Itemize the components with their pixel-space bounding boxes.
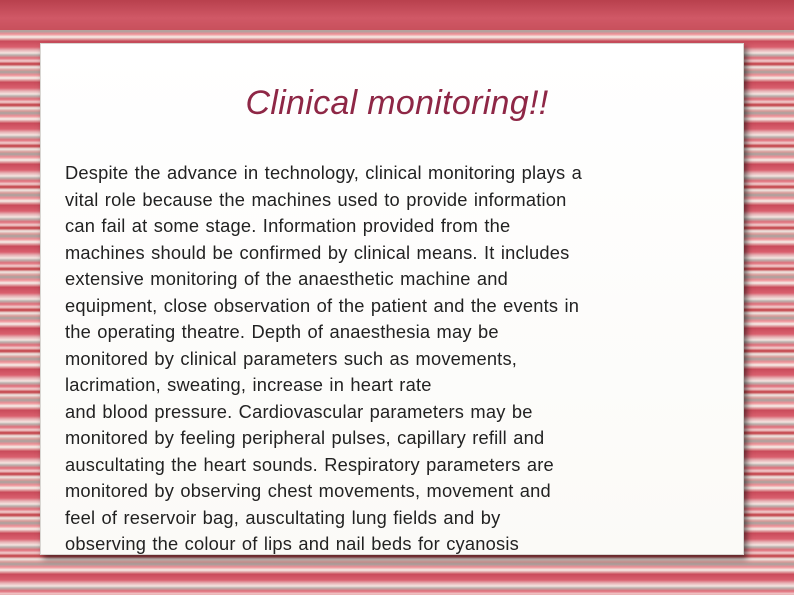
body-line: vital role because the machines used to provide information: [65, 188, 567, 210]
body-line: can fail at some stage. Information provided from the: [65, 215, 511, 236]
body-line: and blood pressure. Cardiovascular parameters may be: [65, 400, 533, 422]
body-line: feel of reservoir bag, auscultating lung fields and by: [65, 506, 501, 528]
body-line: monitored by feeling peripheral pulses, capillary refill and: [65, 427, 545, 448]
body-line: equipment, close observation of the patient and the events in: [65, 294, 580, 316]
body-line: extensive monitoring of the anaesthetic machine and: [65, 268, 509, 289]
body-line: monitored by observing chest movements, movement and: [65, 480, 551, 501]
body-line: the operating theatre. Depth of anaesthesia may be: [65, 321, 499, 342]
slide-body: [65, 160, 705, 558]
body-line: auscultating the heart sounds. Respiratory parameters are: [65, 453, 554, 475]
body-line: Despite the advance in technology, clinical monitoring plays a: [65, 162, 582, 183]
body-line: monitored by clinical parameters such as movements,: [65, 347, 518, 369]
slide-title: Clinical monitoring!!: [245, 84, 549, 122]
body-line: observing the colour of lips and nail beds for cyanosis: [65, 533, 519, 554]
body-line: lacrimation, sweating, increase in heart rate: [65, 374, 432, 395]
body-line: machines should be confirmed by clinical means. It includes: [65, 241, 570, 263]
top-band: [0, 0, 794, 30]
